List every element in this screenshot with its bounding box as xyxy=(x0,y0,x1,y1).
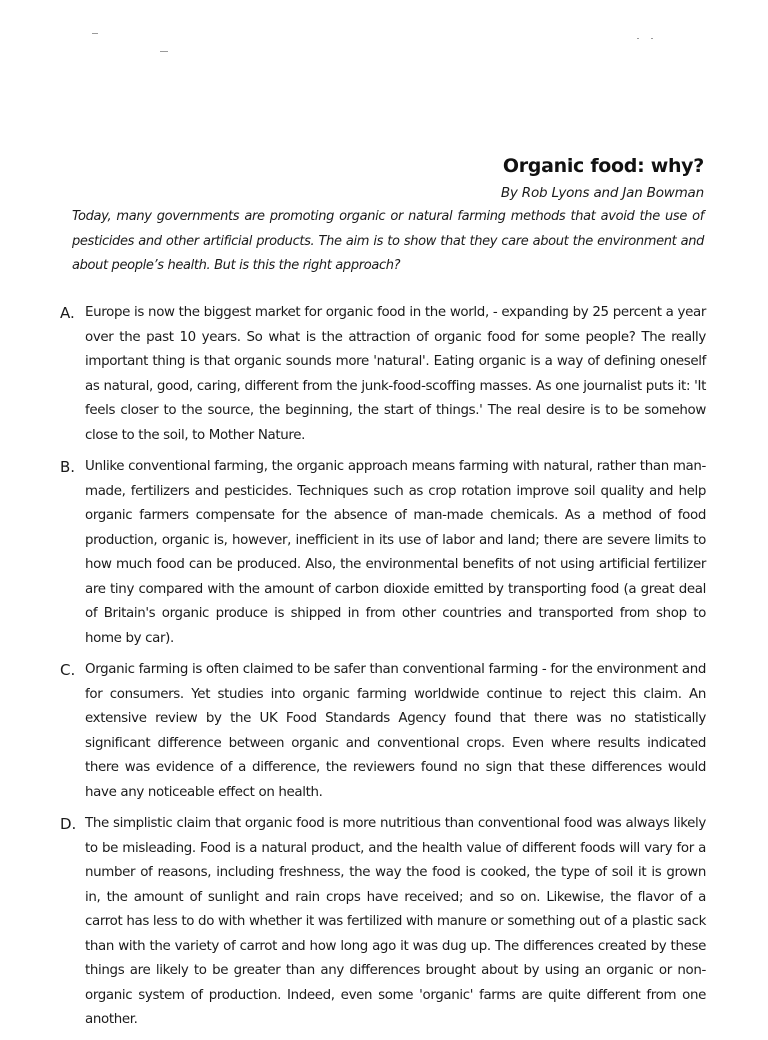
section-text: The simplistic claim that organic food is more nutritious than conventional food was always likely to be misleading. Food is a natural product, and the health value of different foods will vary for a number of reasons, including freshness, the way the food is cooked, the type of soil it is grown in, the amount of sunlight and rain crops have received; and so on. Likewise, the flavor of a carrot has less to do with whether it was fertilized with manure or something out of a plastic sack than with the variety of carrot and how long ago it was dug up. The differences created by these things are likely to be greater than any differences brought about by using an organic or non-organic system of production. Indeed, even some 'organic' farms are quite different from one another. xyxy=(85,816,706,1027)
scan-speck xyxy=(637,38,639,39)
section-b xyxy=(60,455,706,651)
section-a xyxy=(60,301,706,448)
scan-speck xyxy=(92,33,98,34)
section-letter: C. xyxy=(60,661,76,679)
section-text: Europe is now the biggest market for organic food in the world, - expanding by 25 percent a year over the past 10 years. So what is the attraction of organic food for some people? The really important thing is that organic sounds more 'natural'. Eating organic is a way of defining oneself as natural, good, caring, different from the junk-food-scoffing masses. As one journalist puts it: 'It feels closer to the source, the beginning, the start of things.' The real desire is to be somehow close to the soil, to Mother Nature. xyxy=(85,305,706,443)
article-sections xyxy=(60,301,706,1040)
scan-speck xyxy=(160,51,168,52)
article-title: Organic food: why? xyxy=(502,155,704,177)
section-letter: D. xyxy=(60,815,77,833)
section-c xyxy=(60,658,706,805)
section-letter: A. xyxy=(60,304,75,322)
article-intro: Today, many governments are promoting organic or natural farming methods that avoid the use of pesticides and other artificial products. The aim is to show that they care about the environment and about people’s health. But is this the right approach? xyxy=(72,209,704,273)
section-letter: B. xyxy=(60,458,76,476)
article-byline: By Rob Lyons and Jan Bowman xyxy=(500,185,704,201)
section-text: Organic farming is often claimed to be safer than conventional farming - for the environment and for consumers. Yet studies into organic farming worldwide continue to reject this claim. An extensive review by the UK Food Standards Agency found that there was no statistically significant difference between organic and conventional crops. Even where results indicated there was evidence of a difference, the reviewers found no sign that these differences would have any noticeable effect on health. xyxy=(85,662,706,800)
section-text: Unlike conventional farming, the organic approach means farming with natural, rather than man-made, fertilizers and pesticides. Techniques such as crop rotation improve soil quality and help organic farmers compensate for the absence of man-made chemicals. As a method of food production, organic is, however, inefficient in its use of labor and land; there are severe limits to how much food can be produced. Also, the environmental benefits of not using artificial fertilizer are tiny compared with the amount of carbon dioxide emitted by transporting food (a great deal of Britain's organic produce is shipped in from other countries and transported from shop to home by car). xyxy=(85,459,706,646)
scan-speck xyxy=(651,38,653,39)
article-header xyxy=(70,152,704,202)
section-d xyxy=(60,812,706,1033)
